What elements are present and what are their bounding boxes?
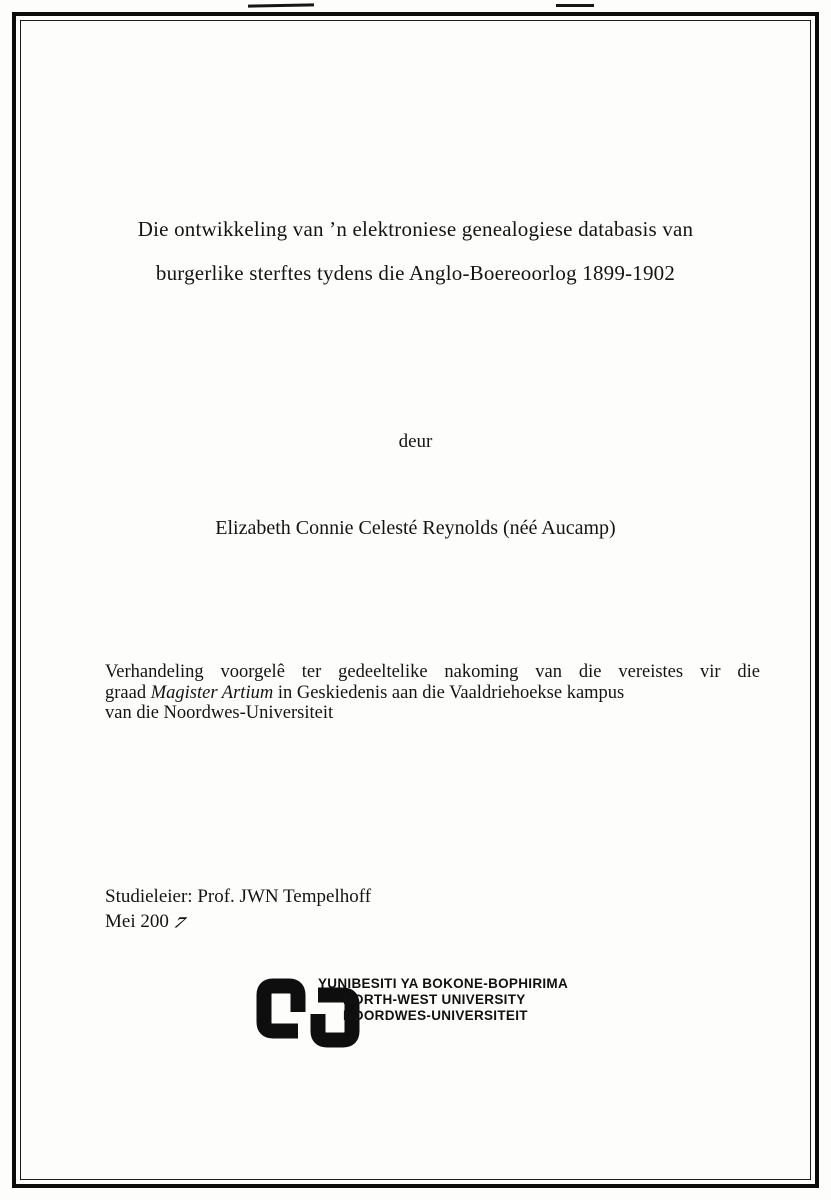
declaration-line2-prefix: graad [105,682,151,703]
degree-name: Magister Artium [150,682,274,703]
logo-line-english: NORTH-WEST UNIVERSITY [343,992,526,1007]
author-name: Elizabeth Connie Celesté Reynolds (néé Aucamp) [215,517,616,539]
date-line [105,911,190,933]
thesis-title [0,207,831,295]
declaration-line2 [105,683,760,704]
declaration-line1: Verhandeling voorgelê ter gedeeltelike nakoming van die vereistes vir die [105,662,760,682]
date-last-digit: 7 [169,914,190,932]
thesis-title-line2: burgerlike sterftes tydens die Anglo-Boereoorlog 1899-1902 [155,261,676,285]
scan-artifact [248,3,314,7]
university-logo-text [318,976,568,1024]
declaration-line2-suffix: in Geskiedenis aan die Vaaldriehoekse kampus [273,682,625,703]
logo-line-setswana: YUNIBESITI YA BOKONE-BOPHIRIMA [318,976,569,991]
logo-line-afrikaans: NOORDWES-UNIVERSITEIT [343,1008,528,1023]
scan-artifact [556,4,594,7]
byline-label: deur [398,431,433,452]
declaration-paragraph [105,662,760,724]
supervisor-line: Studieleier: Prof. JWN Tempelhoff [105,886,372,907]
declaration-line3: van die Noordwes-Universiteit [105,703,334,723]
university-logo [256,968,596,1054]
date-prefix: Mei 200 [105,911,169,932]
thesis-title-line1: Die ontwikkeling van ’n elektroniese genealogiese databasis van [137,217,694,241]
